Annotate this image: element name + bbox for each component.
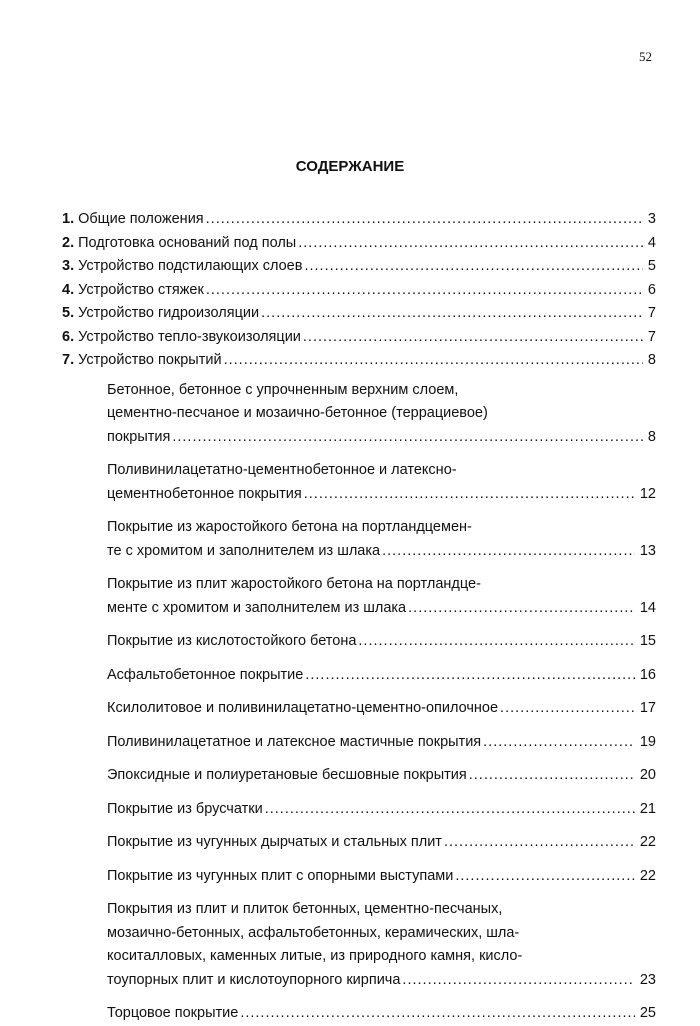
toc-subentry-label: Покрытие из кислотостойкого бетона [107,633,357,649]
toc-leader-dots [382,540,635,564]
toc-subentry-line: Бетонное, бетонное с упрочненным верхним слоем, [107,381,459,398]
toc-subentry-page: 20 [639,767,656,783]
toc-entry[interactable] [62,208,656,232]
toc-subentry-label: те с хромитом и заполнителем из шлака [107,542,381,559]
toc-entry[interactable] [62,255,656,279]
toc-entry[interactable] [62,232,656,256]
toc-subentry-label: покрытия [107,428,171,445]
toc-leader-dots [444,831,635,855]
toc-subentry-label: Ксилолитовое и поливинилацетатно-цементно-опилочное [107,700,499,716]
table-of-contents [62,208,656,1026]
toc-subentry[interactable] [107,630,656,654]
toc-subentry-page: 8 [647,428,656,445]
toc-entry-page: 7 [647,328,656,345]
toc-subentry-line: цементно-песчаное и мозаично-бетонное (террациевое) [107,405,488,421]
toc-leader-dots [206,208,643,232]
toc-title: СОДЕРЖАНИЕ [295,158,405,175]
toc-subentry-last-line [107,731,656,755]
toc-subentry-page: 17 [639,700,656,716]
toc-entry-label: Устройство покрытий [78,352,222,368]
toc-subentry-line: коситалловых, каменных литые, из природного камня, кисло- [107,948,523,964]
toc-subentry[interactable] [107,764,656,788]
toc-subentry-label: Поливинилацетатное и латексное мастичные покрытия [107,733,482,750]
toc-subentry-page: 13 [639,542,656,559]
toc-subentry-page: 23 [639,971,656,988]
toc-entry-number: 5. [62,305,75,321]
toc-leader-dots [402,969,634,993]
toc-subentry-page: 21 [639,800,656,817]
toc-subentry-last-line [107,540,656,564]
toc-subentry-page: 22 [639,867,656,884]
toc-subentry-last-line [107,764,656,788]
toc-subentry-page: 25 [639,1005,656,1021]
toc-leader-dots [206,279,643,303]
toc-subentry-last-line [107,426,656,450]
toc-subentry-label: Асфальтобетонное покрытие [107,666,304,683]
toc-sections [62,208,656,373]
toc-entry-label: Устройство стяжек [78,281,204,298]
toc-leader-dots [408,597,635,621]
toc-leader-dots [305,664,635,688]
toc-entry-page: 3 [647,211,656,227]
toc-subentry[interactable] [107,697,656,721]
toc-entry-label: Устройство подстилающих слоев [78,258,303,274]
toc-subentry[interactable] [107,573,656,620]
toc-subentry-last-line [107,664,656,688]
toc-subentry-last-line [107,865,656,889]
toc-leader-dots [261,302,643,326]
toc-subentry-page: 22 [639,834,656,850]
toc-subentry-last-line [107,630,656,654]
page-number: 52 [639,49,652,64]
toc-entry-number: 6. [62,328,75,345]
toc-subentry-last-line [107,697,656,721]
toc-subentry-label: Покрытие из чугунных дырчатых и стальных плит [107,834,442,850]
toc-entry[interactable] [62,302,656,326]
toc-leader-dots [483,731,635,755]
toc-subentry-label: Торцовое покрытие [107,1005,239,1021]
toc-entry-label: Устройство тепло-звукоизоляции [78,328,301,345]
toc-leader-dots [224,349,643,373]
toc-subentry-label: менте с хромитом и заполнителем из шлака [107,599,407,616]
toc-leader-dots [304,255,642,279]
toc-entry-label: Подготовка оснований под полы [78,234,297,251]
toc-entry-number: 4. [62,281,75,298]
toc-subentry[interactable] [107,459,656,506]
toc-subentry[interactable] [107,798,656,822]
toc-leader-dots [265,798,635,822]
toc-subentry-page: 12 [639,485,656,502]
toc-subentry-last-line [107,969,656,993]
toc-leader-dots [298,232,643,256]
toc-entry-number: 2. [62,234,75,251]
toc-subentry[interactable] [107,831,656,855]
toc-subentry-label: тоупорных плит и кислотоупорного кирпича [107,971,401,988]
toc-subentry-line: мозаично-бетонных, асфальтобетонных, керамических, шла- [107,924,520,941]
toc-entry[interactable] [62,349,656,373]
toc-subsections [62,379,656,1026]
toc-entry-label: Устройство гидроизоляции [78,305,260,321]
toc-subentry-label: Покрытие из чугунных плит с опорными выступами [107,867,454,884]
toc-entry-page: 8 [647,352,656,368]
toc-leader-dots [469,764,635,788]
toc-subentry-last-line [107,798,656,822]
toc-entry[interactable] [62,326,656,350]
toc-entry-number: 1. [62,211,75,227]
toc-entry-label: Общие положения [78,211,204,227]
toc-subentry-last-line [107,831,656,855]
toc-leader-dots [304,483,635,507]
toc-subentry[interactable] [107,898,656,992]
toc-entry[interactable] [62,279,656,303]
toc-subentry-label: Эпоксидные и полиуретановые бесшовные покрытия [107,767,467,783]
toc-leader-dots [500,697,635,721]
toc-subentry-page: 19 [639,733,656,750]
toc-subentry[interactable] [107,731,656,755]
toc-subentry-line: Поливинилацетатно-цементнобетонное и латексно- [107,462,457,478]
toc-leader-dots [303,326,643,350]
toc-entry-page: 6 [647,281,656,298]
toc-subentry[interactable] [107,664,656,688]
toc-entry-number: 3. [62,258,75,274]
toc-entry-page: 4 [647,234,656,251]
toc-subentry-label: Покрытие из брусчатки [107,800,263,817]
toc-subentry[interactable] [107,516,656,563]
toc-subentry[interactable] [107,865,656,889]
toc-subentry-line: Покрытия из плит и плиток бетонных, цементно-песчаных, [107,901,503,917]
toc-entry-page: 5 [647,258,656,274]
toc-leader-dots [358,630,634,654]
toc-leader-dots [455,865,635,889]
toc-subentry-page: 16 [639,666,656,683]
toc-subentry-page: 15 [639,633,656,649]
toc-entry-number: 7. [62,352,75,368]
toc-subentry-page: 14 [639,599,656,616]
toc-subentry-last-line [107,597,656,621]
toc-subentry-line: Покрытие из жаростойкого бетона на портландцемен- [107,519,472,535]
toc-entry-page: 7 [647,305,656,321]
toc-subentry-last-line [107,483,656,507]
toc-subentry[interactable] [107,379,656,450]
toc-leader-dots [172,426,643,450]
toc-subentry-label: цементнобетонное покрытия [107,485,302,502]
toc-subentry-line: Покрытие из плит жаростойкого бетона на портландце- [107,576,481,592]
